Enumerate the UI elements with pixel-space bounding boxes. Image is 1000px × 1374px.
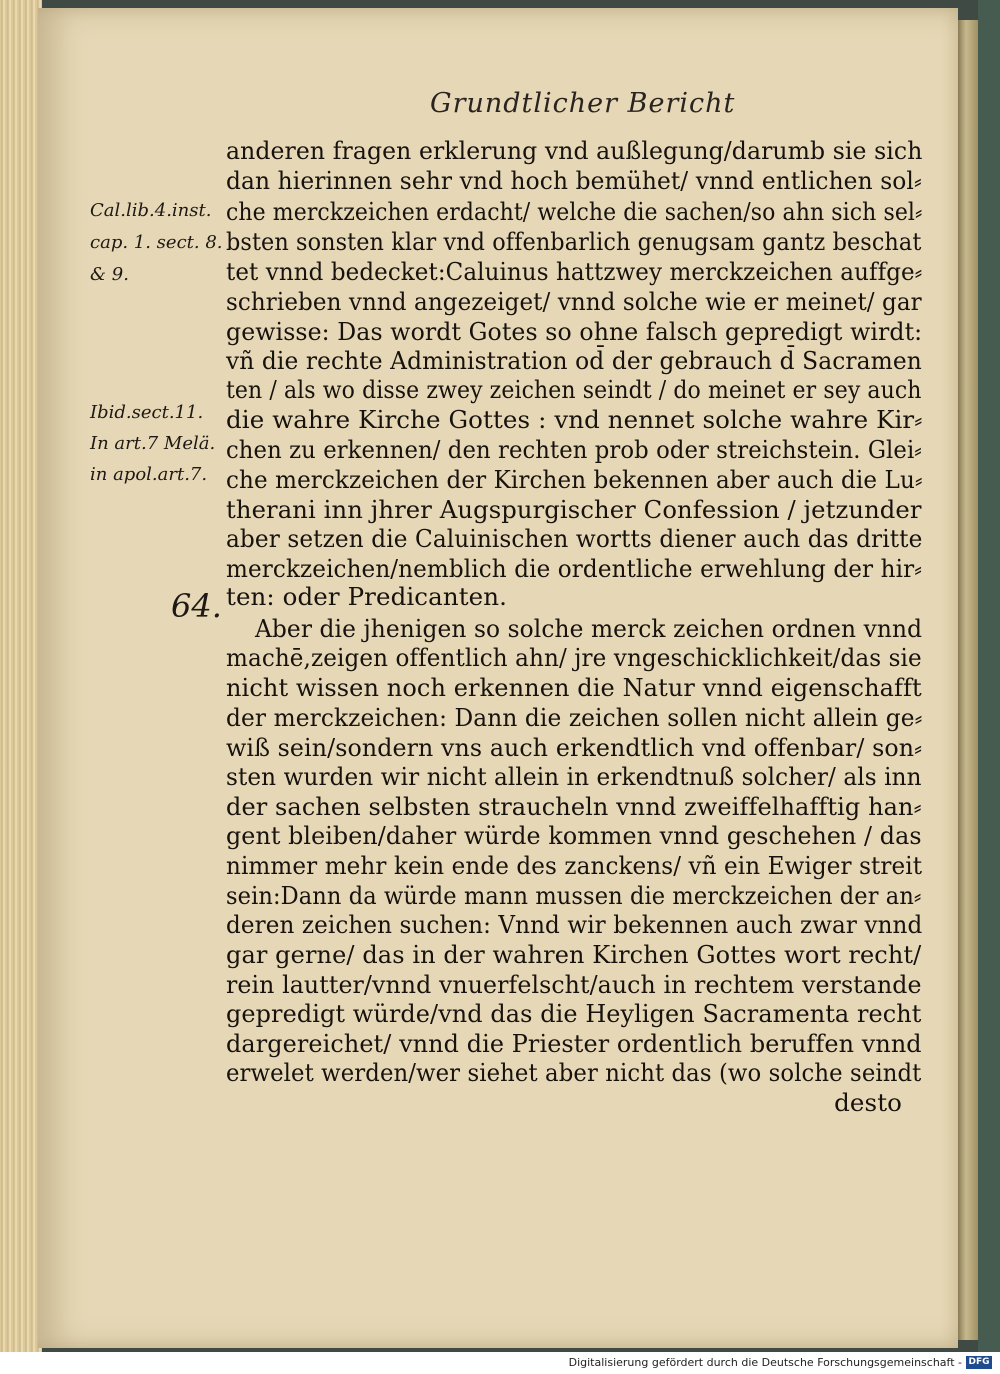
margin-note: Ibid.sect.11. [90,402,204,423]
text-line: gar gerne/ das in der wahren Kirchen Gottes wort recht/ [226,940,922,969]
text-line: deren zeichen suchen: Vnnd wir bekennen auch zwar vnnd [226,910,923,939]
scan-backdrop [978,0,1000,1352]
text-line: Aber die jhenigen so solche merck zeichen ordnen vnnd [255,614,923,643]
text-line: ten / als wo disse zwey zeichen seindt / do meinet er sey auch [226,375,922,404]
funding-credit: Digitalisierung gefördert durch die Deutsche Forschungsgemeinschaft - [568,1356,962,1369]
text-line: gewisse: Das wordt Gotes so ohne falsch gepredigt wirdt: [226,317,923,346]
text-line: rein lautter/vnnd vnuerfelscht/auch in rechtem verstande [226,970,922,999]
text-line: bsten sonsten klar vnd offenbarlich genugsam gantz beschat [226,227,922,256]
margin-note: in apol.art.7. [90,464,208,485]
text-line: machē,zeigen offentlich ahn/ jre vngeschicklichkeit/das sie [226,643,922,672]
text-line: aber setzen die Caluinischen wortts diener auch das dritte [226,524,923,553]
margin-note: & 9. [90,264,129,285]
text-line: merckzeichen/nemblich die ordentliche erwehlung der hir⸗ [226,554,923,583]
text-line: nicht wissen noch erkennen die Natur vnnd eigenschafft [226,673,922,702]
text-line: therani inn jhrer Augspurgischer Confession / jetzunder [226,495,922,524]
text-line: dargereichet/ vnnd die Priester ordentlich beruffen vnnd [226,1029,922,1058]
text-line: der merckzeichen: Dann die zeichen sollen nicht allein ge⸗ [226,703,923,732]
text-line: vñ die rechte Administration od̄ der gebrauch d̄ Sacramen [226,346,922,375]
margin-note: In art.7 Melä. [90,433,216,454]
text-line: ten: oder Predicanten. [226,582,508,611]
text-line: gent bleiben/daher würde kommen vnnd geschehen / das [226,821,922,850]
book-page-edges [0,0,42,1352]
text-line: che merckzeichen der Kirchen bekennen aber auch die Lu⸗ [226,465,923,494]
margin-note: cap. 1. sect. 8. [90,232,223,253]
catchword: desto [834,1088,902,1117]
text-line: sten wurden wir nicht allein in erkendtnuß solcher/ als inn [226,762,922,791]
footer-bar [0,1352,1000,1374]
text-line: der sachen selbsten straucheln vnnd zweiffelhafftig han⸗ [226,792,922,821]
text-line: tet vnnd bedecket:Caluinus hattzwey merckzeichen auffge⸗ [226,257,923,286]
text-line: che merckzeichen erdacht/ welche die sachen/so ahn sich sel⸗ [226,197,923,226]
text-line: die wahre Kirche Gottes : vnd nennet solche wahre Kir⸗ [226,405,923,434]
text-line: erwelet werden/wer siehet aber nicht das (wo solche seindt [226,1058,922,1087]
text-line: sein:Dann da würde mann mussen die merckzeichen der an⸗ [226,881,922,910]
text-line: gepredigt würde/vnd das die Heyligen Sacramenta recht [226,999,922,1028]
text-line: chen zu erkennen/ den rechten prob oder streichstein. Glei⸗ [226,435,922,464]
running-header: Grundtlicher Bericht [430,88,736,119]
text-line: schrieben vnnd angezeiget/ vnnd solche wie er meinet/ gar [226,287,922,316]
dfg-logo: DFG [966,1356,992,1369]
right-page-edge [958,20,978,1340]
text-line: anderen fragen erklerung vnd außlegung/darumb sie sich [226,136,923,165]
margin-note: Cal.lib.4.inst. [90,200,212,221]
paragraph-number: 64. [171,587,222,625]
text-line: dan hierinnen sehr vnd hoch bemühet/ vnnd entlichen sol⸗ [226,166,922,195]
text-line: wiß sein/sondern vns auch erkendtlich vnd offenbar/ son⸗ [226,733,923,762]
text-line: nimmer mehr kein ende des zanckens/ vñ ein Ewiger streit [226,851,923,880]
